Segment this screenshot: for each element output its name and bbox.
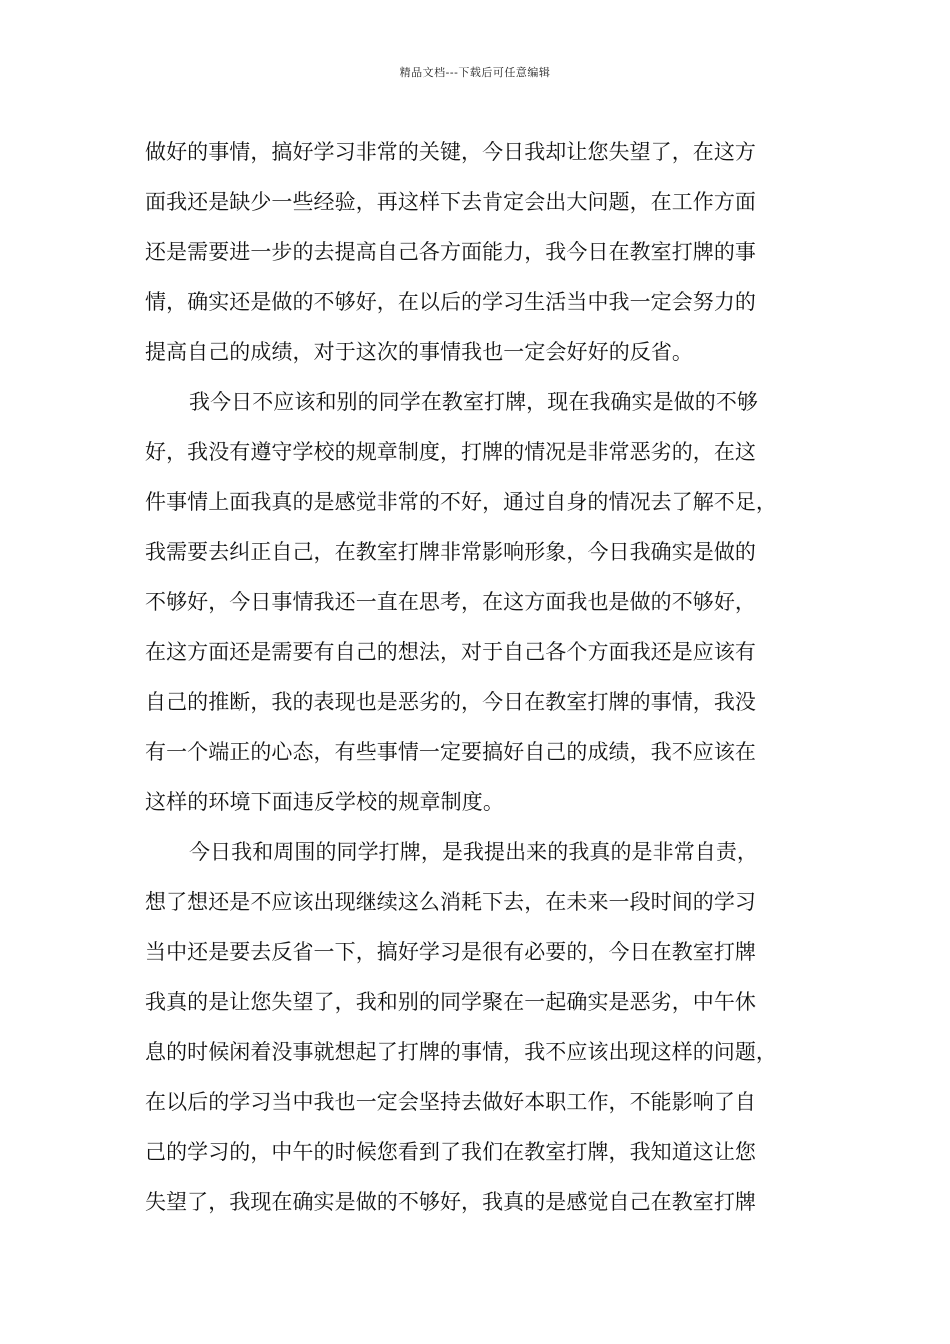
text-line: 做好的事情，搞好学习非常的关键，今日我却让您失望了，在这方 (145, 140, 756, 164)
text-line: 今日我和周围的同学打牌，是我提出来的我真的是非常自责， (189, 840, 758, 864)
text-line: 我今日不应该和别的同学在教室打牌，现在我确实是做的不够 (189, 390, 758, 414)
text-line: 还是需要进一步的去提高自己各方面能力，我今日在教室打牌的事 (145, 240, 756, 264)
text-line: 在这方面还是需要有自己的想法，对于自己各个方面我还是应该有 (145, 640, 756, 664)
text-line: 息的时候闲着没事就想起了打牌的事情，我不应该出现这样的问题， (145, 1040, 777, 1064)
text-line: 我真的是让您失望了，我和别的同学聚在一起确实是恶劣，中午休 (145, 990, 756, 1014)
text-line: 这样的环境下面违反学校的规章制度。 (145, 790, 504, 814)
text-line: 己的学习的，中午的时候您看到了我们在教室打牌，我知道这让您 (145, 1140, 756, 1164)
text-line: 当中还是要去反省一下，搞好学习是很有必要的，今日在教室打牌 (145, 940, 756, 964)
text-line: 不够好，今日事情我还一直在思考，在这方面我也是做的不够好， (145, 590, 756, 614)
text-line: 自己的推断，我的表现也是恶劣的，今日在教室打牌的事情，我没 (145, 690, 756, 714)
text-line: 面我还是缺少一些经验，再这样下去肯定会出大问题，在工作方面 (145, 190, 756, 214)
text-line: 我需要去纠正自己，在教室打牌非常影响形象，今日我确实是做的 (145, 540, 756, 564)
text-line: 有一个端正的心态，有些事情一定要搞好自己的成绩，我不应该在 (145, 740, 756, 764)
text-line: 好，我没有遵守学校的规章制度，打牌的情况是非常恶劣的，在这 (145, 440, 756, 464)
text-line: 情，确实还是做的不够好，在以后的学习生活当中我一定会努力的 (145, 290, 756, 314)
text-line: 在以后的学习当中我也一定会坚持去做好本职工作，不能影响了自 (145, 1090, 756, 1114)
text-line: 提高自己的成绩，对于这次的事情我也一定会好好的反省。 (145, 340, 693, 364)
document-body (145, 127, 825, 1227)
text-line: 失望了，我现在确实是做的不够好，我真的是感觉自己在教室打牌 (145, 1190, 756, 1214)
text-line: 件事情上面我真的是感觉非常的不好，通过自身的情况去了解不足， (145, 490, 777, 514)
page-header: 精品文档---下载后可任意编辑 (399, 66, 551, 79)
text-line: 想了想还是不应该出现继续这么消耗下去，在未来一段时间的学习 (145, 890, 756, 914)
